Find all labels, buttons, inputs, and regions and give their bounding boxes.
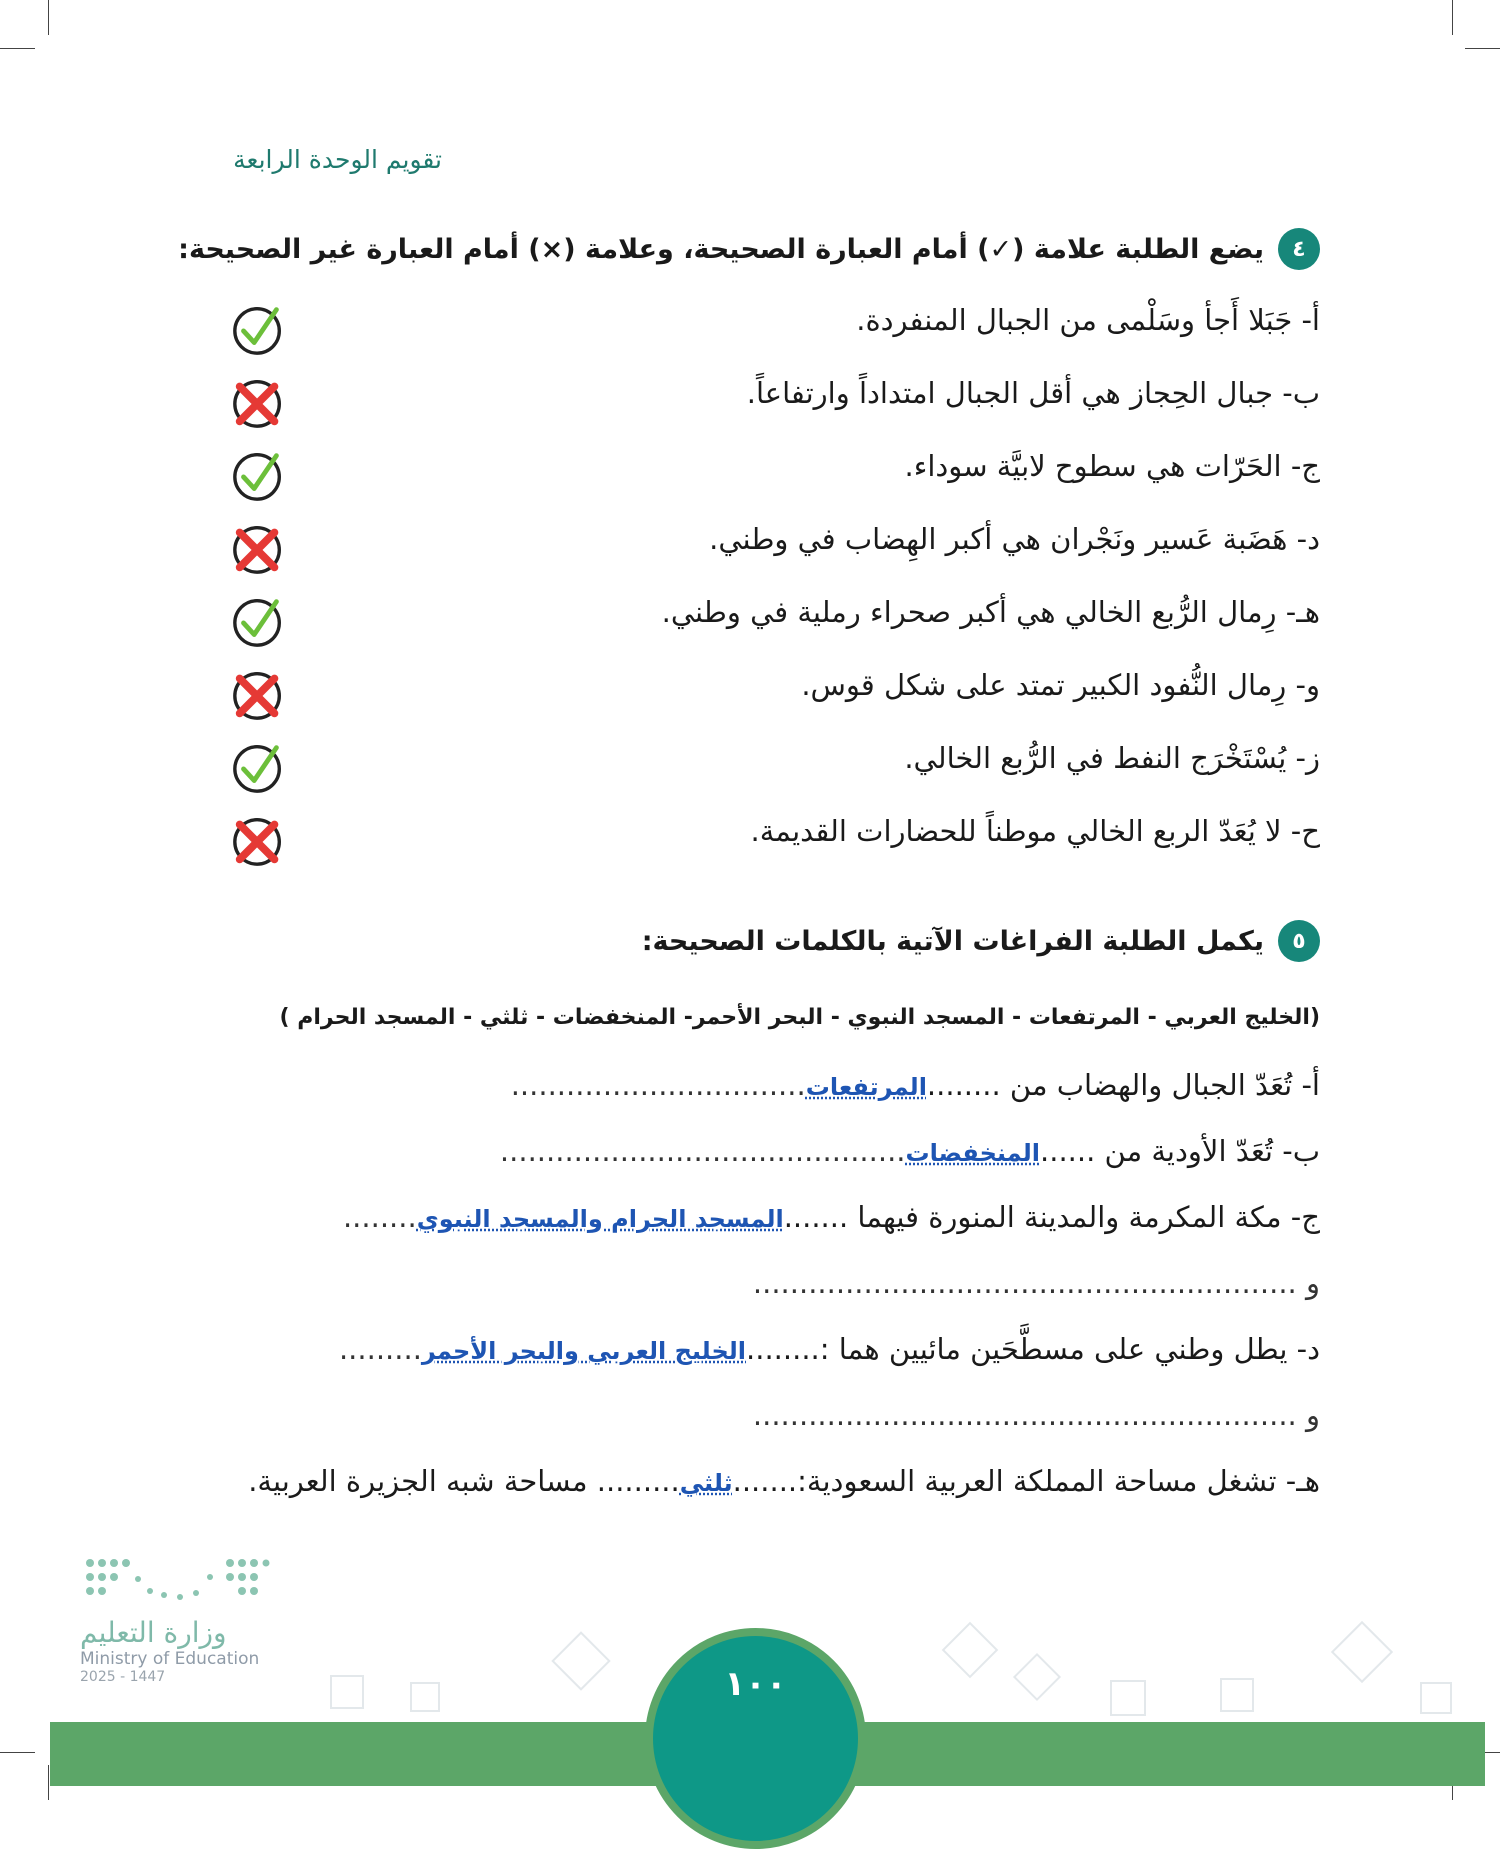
word-bank: (الخليج العربي - المرتفعات - المسجد النبوي - البحر الأحمر- المنخفضات - ثلثي - المسجد الحرام ): [279, 1005, 1320, 1030]
fill-in-item: [339, 1332, 1320, 1366]
decorative-square: [1220, 1678, 1254, 1712]
cross-mark-icon: [230, 373, 288, 431]
fill-in-item: [753, 1398, 1320, 1432]
check-mark-icon: [230, 738, 288, 796]
fill-in-item: [248, 1464, 1320, 1498]
logo-arabic-text: وزارة التعليم: [80, 1616, 227, 1649]
fill-in-suffix: ................................: [510, 1068, 806, 1102]
fill-in-suffix: .........: [338, 1332, 422, 1366]
crop-mark: [48, 0, 49, 35]
ministry-logo: [80, 1555, 280, 1685]
decorative-square: [330, 1675, 364, 1709]
statement-item: و- رِمال النُّفود الكبير تمتد على شكل قوس.: [801, 668, 1320, 702]
fill-in-item: [500, 1134, 1320, 1168]
fill-in-item: [511, 1068, 1320, 1102]
check-mark-icon: [230, 592, 288, 650]
question-prompt: يكمل الطلبة الفراغات الآتية بالكلمات الصحيحة:: [641, 925, 1264, 957]
statement-item: ز- يُسْتَخْرَج النفط في الرُّبع الخالي.: [904, 741, 1320, 775]
page-number-badge: [645, 1628, 866, 1849]
check-mark-icon: [230, 446, 288, 504]
unit-title: تقويم الوحدة الرابعة: [233, 145, 442, 174]
fill-in-suffix: ............................................: [499, 1134, 906, 1168]
cross-mark-icon: [230, 665, 288, 723]
logo-english-text: Ministry of Education: [80, 1649, 260, 1669]
logo-year-text: 2025 - 1447: [80, 1669, 166, 1685]
statement-item: ح- لا يُعَدّ الربع الخالي موطناً للحضارات القديمة.: [750, 814, 1320, 848]
check-mark-icon: [230, 300, 288, 358]
handwritten-answer: ثلثي: [679, 1469, 733, 1497]
decorative-diamond: [1013, 1653, 1061, 1701]
handwritten-answer: المسجد الحرام والمسجد النبوي: [416, 1205, 784, 1233]
question-number-badge: ٤: [1278, 228, 1320, 270]
question-5-header: [642, 920, 1320, 962]
question-4-header: [178, 228, 1320, 270]
fill-in-prefix: د- يطل وطني على مسطَّحَين مائيين هما :........: [746, 1332, 1320, 1366]
decorative-square: [410, 1682, 440, 1712]
statement-item: ج- الحَرّات هي سطوح لابيَّة سوداء.: [904, 449, 1320, 483]
crop-mark: [1465, 48, 1500, 49]
page-number: ١٠٠: [724, 1664, 787, 1704]
fill-in-prefix: ج- مكة المكرمة والمدينة المنورة فيهما .......: [783, 1200, 1320, 1234]
fill-in-prefix: و ...........................................................: [752, 1398, 1320, 1432]
decorative-diamond: [942, 1622, 999, 1679]
cross-mark-icon: [230, 519, 288, 577]
fill-in-prefix: و ...........................................................: [752, 1266, 1320, 1300]
decorative-diamond: [1331, 1621, 1393, 1683]
statement-item: هـ- رِمال الرُّبع الخالي هي أكبر صحراء رملية في وطني.: [661, 595, 1320, 629]
fill-in-prefix: هـ- تشغل مساحة المملكة العربية السعودية:.......: [732, 1464, 1320, 1498]
question-number-badge: ٥: [1278, 920, 1320, 962]
statement-item: ب- جبال الحِجاز هي أقل الجبال امتداداً وارتفاعاً.: [746, 376, 1320, 410]
crop-mark: [1452, 0, 1453, 35]
crop-mark: [0, 48, 35, 49]
fill-in-item: [343, 1200, 1320, 1234]
statement-item: أ- جَبَلا أَجأ وسَلْمى من الجبال المنفردة.: [856, 303, 1320, 337]
crop-mark: [48, 1765, 49, 1800]
statement-item: د- هَضَبة عَسير ونَجْران هي أكبر الهِضاب في وطني.: [709, 522, 1320, 556]
decorative-diamond: [551, 1631, 610, 1690]
fill-in-prefix: ب- تُعَدّ الأودية من ......: [1040, 1134, 1320, 1168]
cross-mark-icon: [230, 811, 288, 869]
logo-dots-icon: [80, 1555, 270, 1610]
decorative-square: [1110, 1680, 1146, 1716]
fill-in-item: [753, 1266, 1320, 1300]
fill-in-suffix: ......... مساحة شبه الجزيرة العربية.: [248, 1464, 680, 1498]
fill-in-prefix: أ- تُعَدّ الجبال والهضاب من ........: [926, 1068, 1320, 1102]
handwritten-answer: المرتفعات: [805, 1073, 927, 1101]
question-prompt: يضع الطلبة علامة (✓) أمام العبارة الصحيحة، وعلامة (×) أمام العبارة غير الصحيحة:: [178, 233, 1264, 265]
crop-mark: [0, 1752, 35, 1753]
fill-in-suffix: ........: [342, 1200, 417, 1234]
handwritten-answer: الخليج العربي والبحر الأحمر: [421, 1337, 747, 1365]
decorative-square: [1420, 1682, 1452, 1714]
handwritten-answer: المنخفضات: [905, 1139, 1041, 1167]
